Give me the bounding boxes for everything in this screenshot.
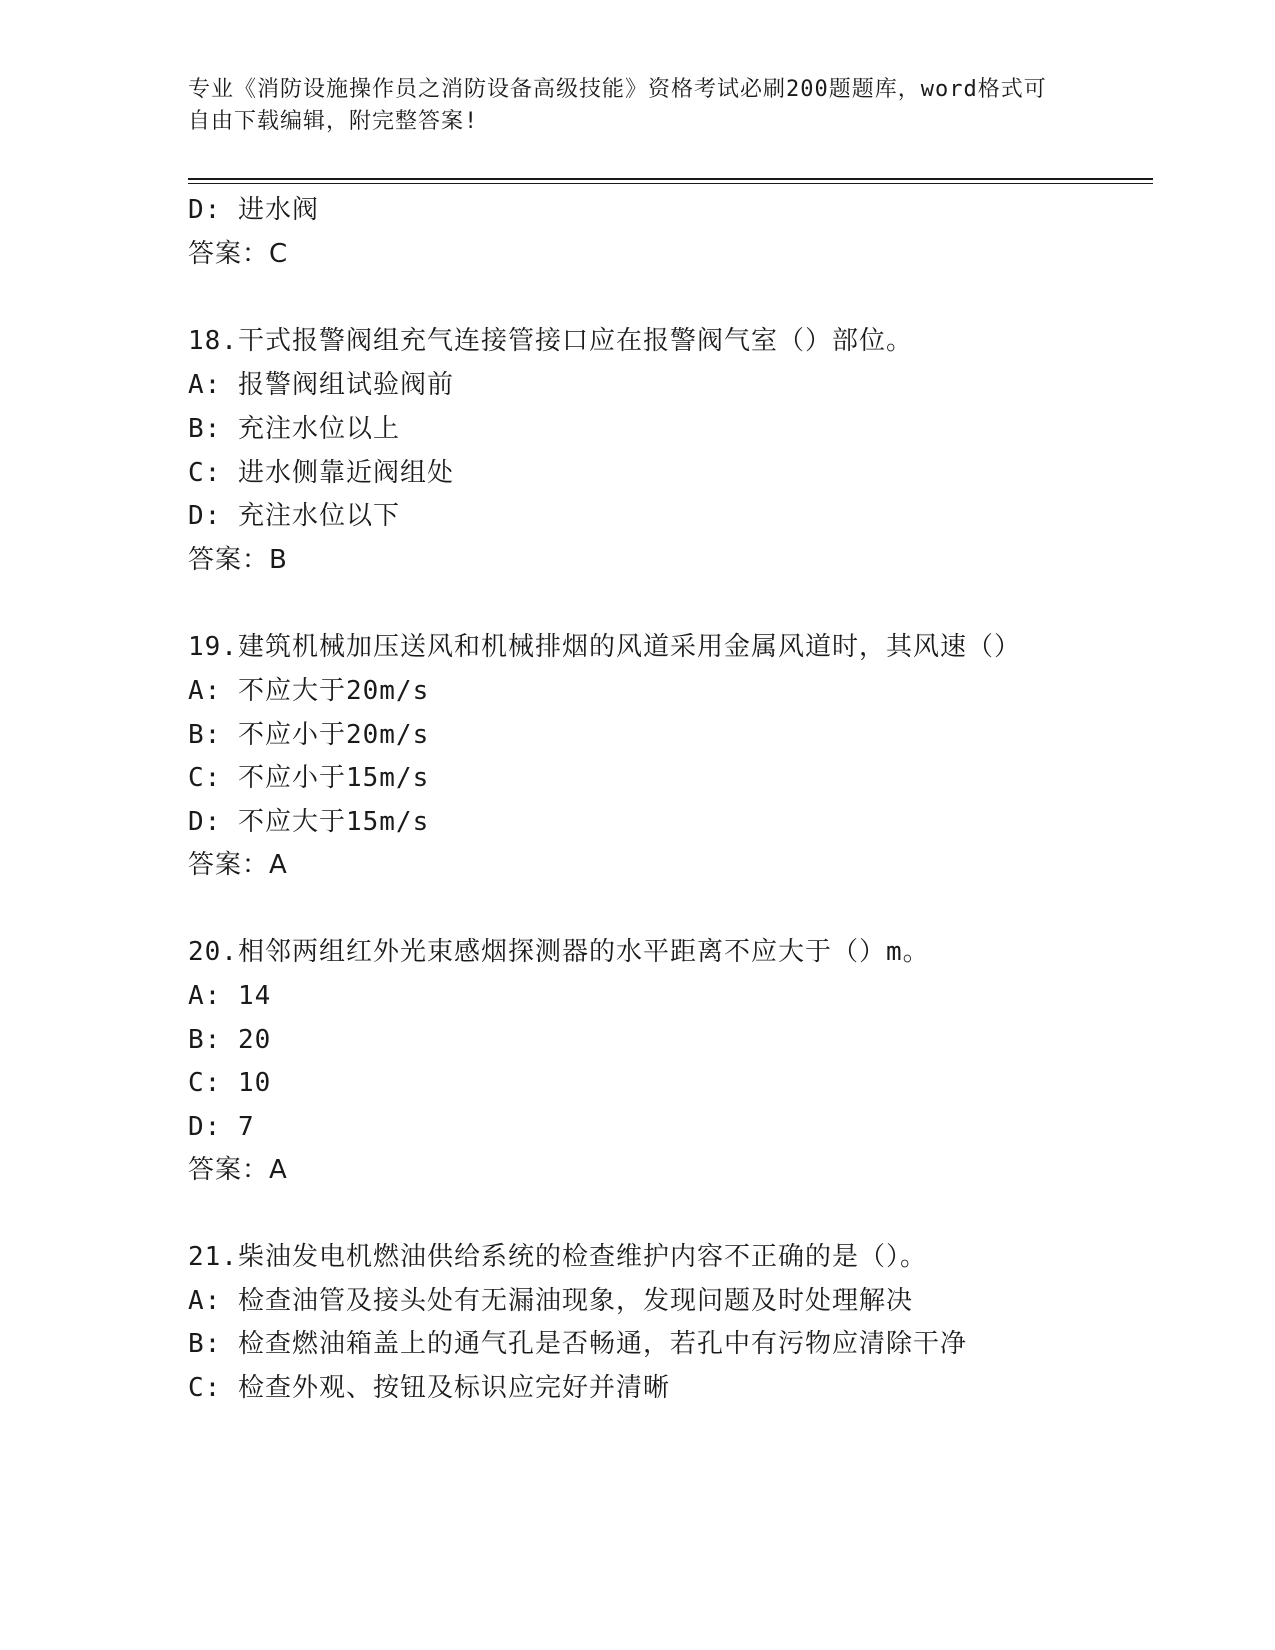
question-20: 20.相邻两组红外光束感烟探测器的水平距离不应大于（）m。 — [188, 937, 930, 967]
question-21: 21.柴油发电机燃油供给系统的检查维护内容不正确的是（）。 — [188, 1242, 927, 1272]
option-19-a: A: 不应大于20m/s — [188, 676, 430, 706]
option-19-c: C: 不应小于15m/s — [188, 763, 430, 793]
header-divider-secondary — [188, 183, 1153, 184]
answer-18: 答案：B — [188, 545, 288, 575]
option-20-d: D: 7 — [188, 1112, 255, 1142]
option-18-d: D: 充注水位以下 — [188, 501, 400, 531]
option-20-c: C: 10 — [188, 1068, 272, 1098]
option-20-a: A: 14 — [188, 981, 272, 1011]
document-header: 专业《消防设施操作员之消防设备高级技能》资格考试必刷200题题库，word格式可自由下载编辑，附完整答案! — [188, 77, 1047, 134]
option-18-b: B: 充注水位以上 — [188, 414, 400, 444]
option-21-b: B: 检查燃油箱盖上的通气孔是否畅通，若孔中有污物应清除干净 — [188, 1329, 967, 1359]
option-18-a: A: 报警阀组试验阀前 — [188, 370, 454, 400]
option-21-a: A: 检查油管及接头处有无漏油现象，发现问题及时处理解决 — [188, 1286, 913, 1316]
option-19-b: B: 不应小于20m/s — [188, 720, 430, 750]
question-19: 19.建筑机械加压送风和机械排烟的风道采用金属风道时，其风速（） — [188, 632, 1021, 662]
option-17-d: D: 进水阀 — [188, 195, 319, 225]
answer-20: 答案：A — [188, 1155, 288, 1185]
answer-17: 答案：C — [188, 239, 289, 269]
option-18-c: C: 进水侧靠近阀组处 — [188, 458, 454, 488]
header-divider — [188, 178, 1153, 180]
option-20-b: B: 20 — [188, 1025, 272, 1055]
question-18: 18.干式报警阀组充气连接管接口应在报警阀气室（）部位。 — [188, 326, 913, 356]
answer-19: 答案：A — [188, 850, 288, 880]
option-19-d: D: 不应大于15m/s — [188, 807, 430, 837]
option-21-c: C: 检查外观、按钮及标识应完好并清晰 — [188, 1373, 670, 1403]
